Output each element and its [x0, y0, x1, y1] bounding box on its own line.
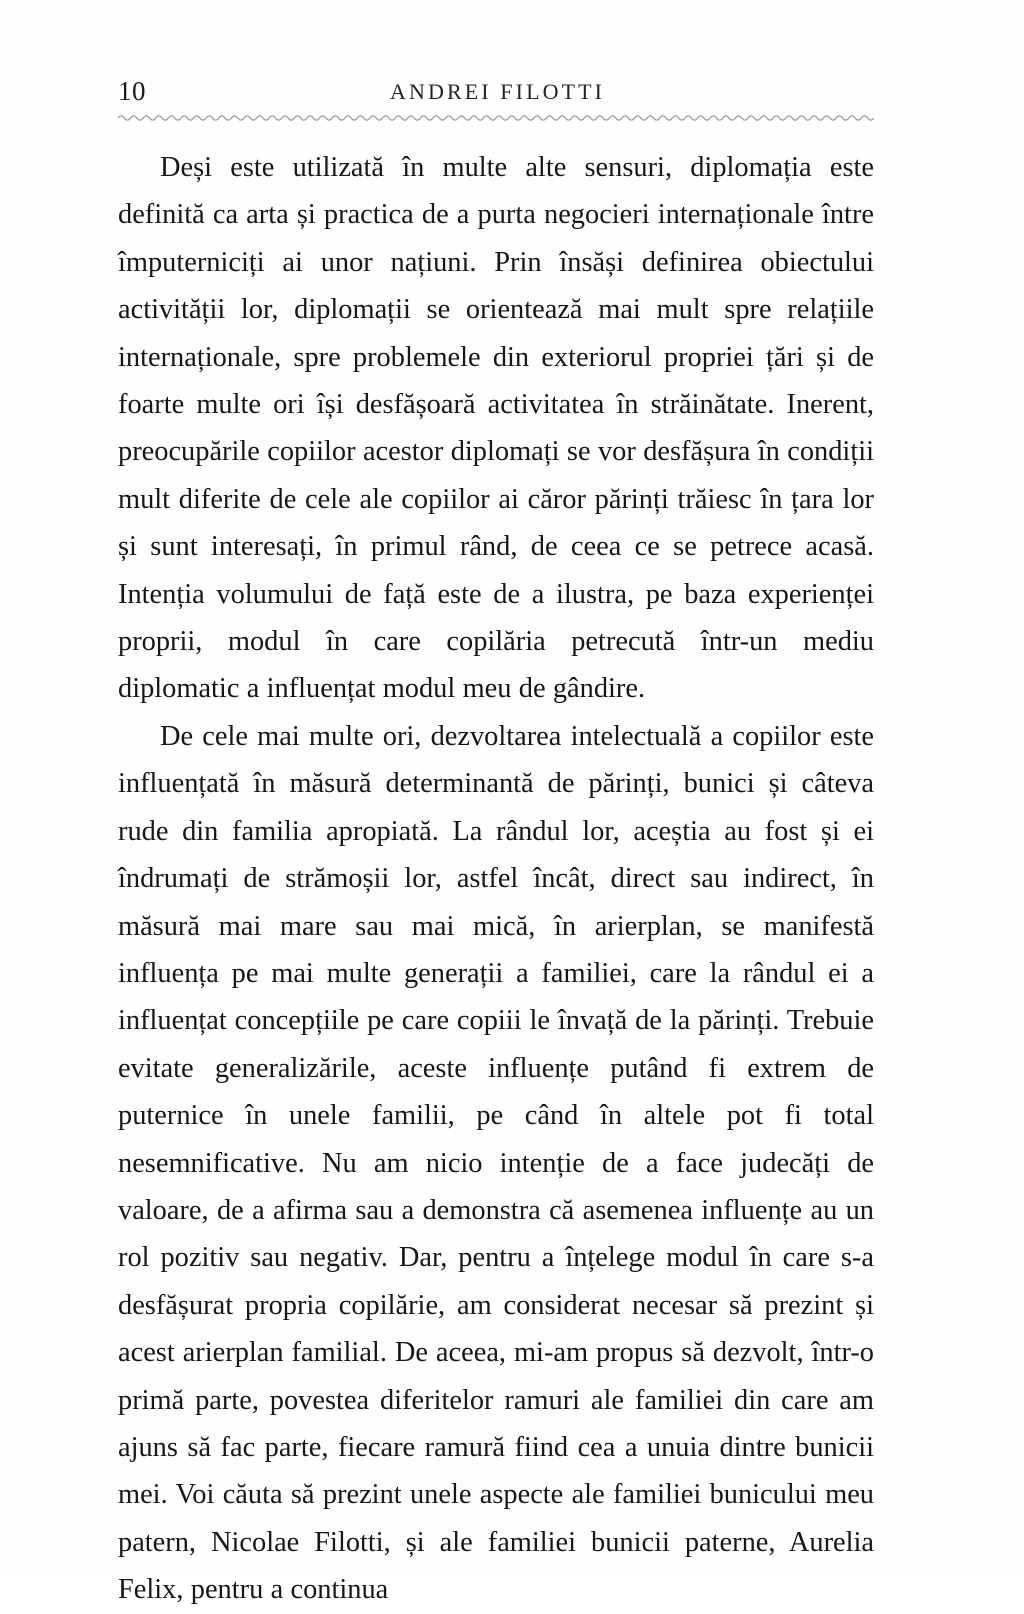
page-number: 10 — [118, 76, 146, 106]
paragraph: De cele mai multe ori, dezvoltarea intelectuală a copiilor este influențată în măsură determinantă de părinți, bunici și câteva rude din familia apropiată. La rândul lor, aceștia au fost și ei îndrumați de strămoșii lor, astfel încât, direct sau indirect, în măsură mai mare sau mai mică, în arierplan, se manifestă influența pe mai multe generații a familiei, care la rândul ei a influențat concepțiile pe care copiii le învață de la părinți. Trebuie evitate generalizările, aceste influențe putând fi extrem de puternice în unele familii, pe când în altele pot fi total nesemnificative. Nu am nicio intenție de a face judecăți de valoare, de a afirma sau a demonstra că asemenea influențe au un rol pozitiv sau negativ. Dar, pentru a înțelege modul în care s-a desfășurat propria copilărie, am considerat necesar să prezint și acest arierplan familial. De aceea, mi-am propus să dezvolt, într-o primă parte, povestea diferitelor ramuri ale familiei din care am ajuns să fac parte, fiecare ramură fiind cea a unuia dintre bunicii mei. Voi căuta să prezint unele aspecte ale familiei bunicului meu patern, Nicolae Filotti, și ale familiei bunicii paterne, Aurelia Felix, pentru a continua — [118, 720, 874, 1606]
running-head-title: ANDREI FILOTTI — [390, 79, 606, 104]
body-text-block — [118, 144, 874, 1614]
page-header — [118, 74, 874, 116]
wavy-divider-icon — [118, 112, 874, 121]
paragraph: Deși este utilizată în multe alte sensuri, diplomația este definită ca arta și practica de a purta negocieri internaționale între împuterniciți ai unor națiuni. Prin însăși definirea obiectului activității lor, diplomații se orientează mai mult spre relațiile internaționale, spre problemele din exteriorul propriei țări și de foarte multe ori își desfășoară activitatea în străinătate. Inerent, preocupările copiilor acestor diplomați se vor desfășura în condiții mult diferite de cele ale copiilor ai căror părinți trăiesc în țara lor și sunt interesați, în primul rând, de ceea ce se petrece acasă. Intenția volumului de față este de a ilustra, pe baza experienței proprii, modul în care copilăria petrecută într-un mediu diplomatic a influențat modul meu de gândire. — [118, 152, 874, 705]
